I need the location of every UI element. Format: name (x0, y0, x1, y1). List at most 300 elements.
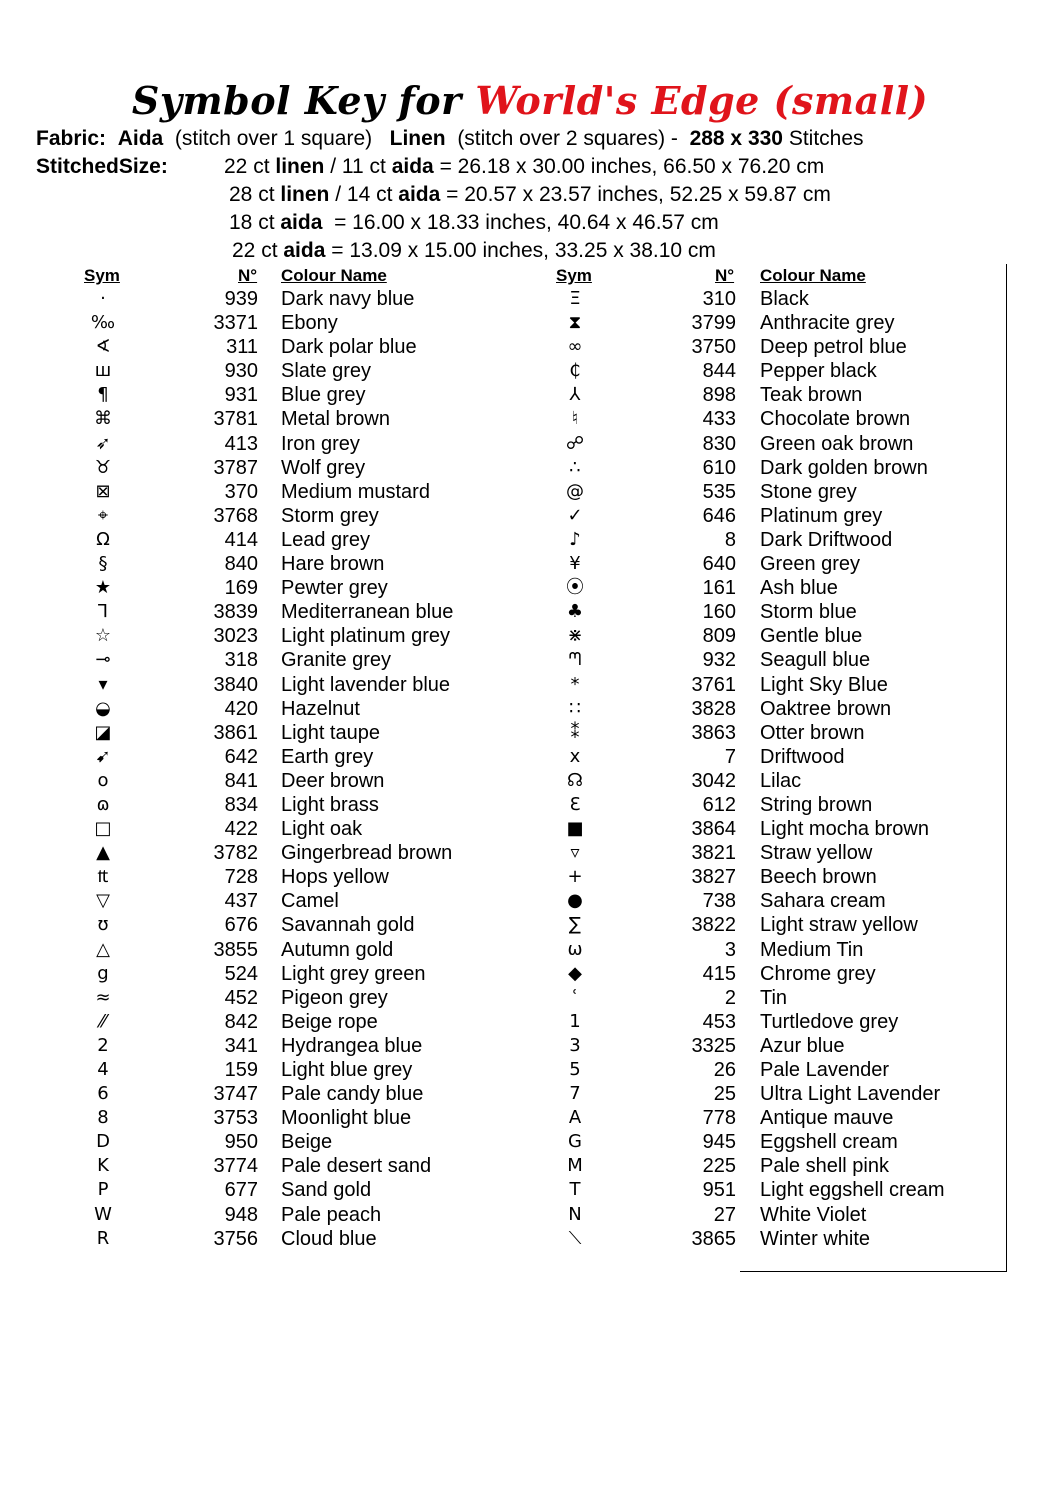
color-number: 3840 (213, 673, 258, 696)
symbol-glyph: ₵ (569, 360, 581, 382)
color-name: Light grey green (281, 962, 426, 985)
symbol-glyph: ☆ (94, 625, 112, 647)
symbol-glyph: ⧗ (568, 312, 582, 334)
color-row (78, 889, 558, 913)
color-number: 844 (702, 360, 736, 383)
color-row (550, 1106, 1030, 1130)
symbol-glyph: R (96, 1227, 110, 1249)
color-row (550, 432, 1030, 456)
symbol-glyph: § (98, 553, 108, 575)
color-number: 341 (224, 1034, 258, 1057)
color-row (550, 407, 1030, 431)
symbol-glyph: 7 (569, 1083, 581, 1105)
size-mid: / 14 ct (329, 183, 399, 206)
color-number: 160 (702, 601, 736, 624)
color-number: 311 (226, 336, 258, 359)
color-name: Seagull blue (760, 649, 871, 672)
color-name: Camel (281, 890, 339, 913)
color-name: Azur blue (760, 1034, 845, 1057)
color-row (550, 913, 1030, 937)
color-row (78, 576, 558, 600)
color-row (78, 1178, 558, 1202)
color-row (78, 311, 558, 335)
size-pre: 18 ct (229, 211, 281, 234)
color-number: 3042 (691, 769, 736, 792)
symbol-glyph: 4 (97, 1059, 109, 1080)
color-name: Green oak brown (760, 432, 914, 455)
color-row (550, 1082, 1030, 1106)
size-post: = 13.09 x 15.00 inches, 33.25 x 38.10 cm (325, 239, 716, 262)
color-number: 939 (224, 288, 258, 310)
symbol-glyph: D (96, 1131, 110, 1153)
symbol-glyph: ⅄ (569, 384, 581, 406)
color-name: Black (760, 288, 809, 310)
color-name: String brown (760, 793, 873, 816)
color-row (550, 745, 1030, 769)
color-row (550, 1178, 1030, 1202)
color-row (550, 1130, 1030, 1154)
symbol-glyph: △ (96, 938, 110, 960)
bottom-border-line (740, 1271, 1007, 1272)
stitched-size-line (229, 183, 831, 207)
symbol-glyph: ∴ (569, 456, 581, 478)
symbol-glyph: 1 (569, 1010, 581, 1032)
size-b1: aida (283, 239, 326, 262)
symbol-glyph: g (97, 962, 109, 984)
color-name: Anthracite grey (760, 312, 895, 335)
color-number: 452 (224, 986, 258, 1009)
color-name: Deer brown (281, 769, 385, 792)
color-number: 950 (224, 1131, 258, 1154)
symbol-glyph: ◆ (568, 962, 582, 984)
color-name: Slate grey (281, 360, 372, 383)
color-name: Light Sky Blue (760, 673, 888, 696)
color-row (550, 576, 1030, 600)
header-num-left: N° (238, 266, 258, 285)
color-name: Driftwood (760, 745, 845, 768)
color-number: 3781 (213, 408, 258, 431)
symbol-glyph: M (567, 1155, 583, 1177)
symbol-glyph: ω (567, 938, 583, 960)
color-name: Dark polar blue (281, 336, 417, 359)
color-row (550, 1203, 1030, 1227)
symbol-glyph: ☍ (565, 432, 585, 454)
color-number: 169 (224, 577, 258, 600)
color-row (78, 1130, 558, 1154)
color-name: Green grey (760, 553, 861, 576)
symbol-glyph: ‰ (90, 312, 116, 334)
color-row (550, 1010, 1030, 1034)
color-number: 3828 (691, 697, 736, 720)
color-name: Storm blue (760, 601, 857, 624)
color-name: Light lavender blue (281, 673, 451, 696)
color-number: 842 (224, 1010, 258, 1033)
color-name: Iron grey (281, 432, 360, 455)
color-number: 3753 (213, 1107, 258, 1130)
size-post: = 16.00 x 18.33 inches, 40.64 x 46.57 cm (322, 211, 719, 234)
color-name: Metal brown (281, 408, 390, 431)
symbol-glyph: 3 (569, 1034, 581, 1056)
color-number: 612 (702, 793, 736, 816)
color-row (550, 697, 1030, 721)
color-name: Light brass (281, 793, 379, 816)
size-post: = 20.57 x 23.57 inches, 52.25 x 59.87 cm (440, 183, 831, 206)
color-row (550, 817, 1030, 841)
color-row (550, 528, 1030, 552)
color-row (550, 938, 1030, 962)
color-name: Dark Driftwood (760, 528, 893, 551)
color-name: Dark golden brown (760, 456, 928, 479)
color-row (78, 1082, 558, 1106)
color-name: Antique mauve (760, 1107, 894, 1130)
color-number: 3023 (213, 625, 258, 648)
color-name: Sand gold (281, 1179, 372, 1202)
color-row (78, 817, 558, 841)
color-row (78, 1154, 558, 1178)
color-number: 3371 (213, 312, 258, 335)
color-row (78, 600, 558, 624)
color-name: Chrome grey (760, 962, 876, 985)
color-name: Tin (760, 986, 788, 1009)
color-number: 27 (713, 1203, 736, 1226)
color-number: 3865 (691, 1227, 736, 1250)
color-row (550, 962, 1030, 986)
symbol-glyph: K (97, 1155, 109, 1177)
color-row (78, 456, 558, 480)
color-number: 453 (702, 1010, 736, 1033)
color-row (78, 1010, 558, 1034)
color-number: 3747 (213, 1083, 258, 1106)
symbol-glyph: ¥ (569, 553, 581, 575)
color-number: 3 (724, 938, 736, 961)
symbol-glyph: ⅂ (97, 601, 109, 623)
symbol-glyph: ∑ (568, 914, 582, 936)
color-row (550, 480, 1030, 504)
symbol-glyph: ◪ (94, 721, 112, 743)
color-name: Blue grey (281, 384, 366, 407)
fabric-aida-note: (stitch over 1 square) (174, 127, 373, 150)
symbol-glyph: ▿ (570, 842, 580, 864)
color-number: 422 (224, 818, 258, 841)
symbol-glyph: @ (566, 480, 584, 502)
symbol-glyph: ☊ (567, 769, 583, 791)
color-name: Hydrangea blue (281, 1034, 423, 1057)
symbol-glyph: ✓ (567, 504, 583, 526)
color-name: Autumn gold (281, 938, 394, 961)
symbol-glyph: N (568, 1203, 582, 1225)
fabric-line (36, 127, 864, 151)
color-number: 3768 (213, 504, 258, 527)
color-row (550, 673, 1030, 697)
color-number: 370 (224, 480, 258, 503)
symbol-glyph: 6 (97, 1083, 109, 1105)
symbol-glyph: ¶ (97, 384, 109, 406)
color-number: 640 (702, 553, 736, 576)
color-name: Beige (281, 1131, 333, 1154)
color-row (550, 1034, 1030, 1058)
color-name: Wolf grey (281, 456, 366, 479)
size-b1: aida (280, 211, 323, 234)
color-name: Pale peach (281, 1203, 382, 1226)
color-name: Chocolate brown (760, 408, 911, 431)
color-row (78, 986, 558, 1010)
color-row (550, 841, 1030, 865)
symbol-glyph: ⊠ (95, 480, 111, 502)
color-name: Gentle blue (760, 625, 863, 648)
color-name: Savannah gold (281, 914, 415, 937)
color-number: 225 (702, 1155, 736, 1178)
color-row (550, 552, 1030, 576)
color-number: 830 (702, 432, 736, 455)
color-name: Light taupe (281, 721, 380, 744)
color-number: 778 (702, 1107, 736, 1130)
symbol-glyph: · (100, 288, 106, 309)
symbol-glyph: ⋇ (567, 625, 583, 647)
color-row (78, 624, 558, 648)
color-row (78, 335, 558, 359)
color-row (550, 986, 1030, 1010)
color-name: Straw yellow (760, 842, 873, 865)
color-number: 3864 (691, 818, 736, 841)
color-name: Beige rope (281, 1010, 378, 1033)
symbol-glyph: ⦿ (566, 577, 584, 599)
header-name-left: Colour Name (281, 266, 387, 285)
header-sym-right: Sym (556, 266, 592, 285)
size-b1: linen (275, 155, 325, 178)
stitched-size-line (232, 239, 716, 263)
color-name: Dark navy blue (281, 288, 415, 310)
color-row (550, 889, 1030, 913)
fabric-aida: Aida (117, 127, 164, 150)
color-row (550, 600, 1030, 624)
symbol-glyph: ⌖ (97, 504, 109, 526)
color-number: 420 (224, 697, 258, 720)
color-row (550, 1154, 1030, 1178)
symbol-glyph: * (570, 673, 580, 695)
color-name: Pewter grey (281, 577, 388, 600)
color-row (78, 962, 558, 986)
color-number: 728 (224, 866, 258, 889)
symbol-glyph: ∢ (95, 336, 111, 358)
color-number: 3822 (691, 914, 736, 937)
color-name: Light platinum grey (281, 625, 450, 648)
symbol-glyph: ◒ (95, 697, 111, 719)
color-name: Light blue grey (281, 1059, 413, 1081)
symbol-glyph: ♮ (571, 408, 579, 430)
color-row (550, 721, 1030, 745)
color-name: Winter white (760, 1227, 871, 1250)
color-number: 3863 (691, 721, 736, 744)
symbol-glyph: o (97, 769, 109, 791)
color-number: 834 (224, 793, 258, 816)
right-color-list (550, 287, 1030, 1251)
symbol-glyph: ⟍ (568, 1227, 582, 1249)
color-number: 3827 (691, 866, 736, 889)
color-row (78, 359, 558, 383)
color-number: 433 (702, 408, 736, 431)
right-border-line (1006, 264, 1007, 1272)
symbol-glyph: ш (94, 360, 112, 382)
color-row (78, 938, 558, 962)
color-number: 3799 (691, 312, 736, 335)
symbol-glyph: ʿ (572, 986, 578, 1008)
color-row (78, 745, 558, 769)
color-name: Mediterranean blue (281, 601, 454, 624)
color-name: Hazelnut (281, 697, 360, 720)
color-name: Granite grey (281, 649, 392, 672)
size-b2: aida (398, 183, 441, 206)
color-row (78, 1203, 558, 1227)
symbol-glyph: ● (567, 890, 583, 912)
symbol-glyph: ➶ (95, 432, 111, 454)
color-row (78, 913, 558, 937)
color-name: White Violet (760, 1203, 867, 1226)
color-name: Hops yellow (281, 866, 389, 889)
color-number: 413 (224, 432, 258, 455)
color-name: Turtledove grey (760, 1010, 899, 1033)
color-number: 642 (224, 745, 258, 768)
color-name: Teak brown (760, 384, 863, 407)
color-number: 3855 (213, 938, 258, 961)
color-row (78, 407, 558, 431)
color-number: 310 (702, 288, 736, 310)
fabric-stitches-label: Stitches (788, 127, 864, 150)
symbol-glyph: ≈ (95, 986, 111, 1008)
symbol-glyph: ⁑ (570, 721, 580, 743)
color-name: Lilac (760, 769, 802, 792)
color-row (78, 841, 558, 865)
color-name: Beech brown (760, 866, 877, 889)
page-title (0, 78, 1060, 123)
color-number: 3821 (691, 842, 736, 865)
title-prefix: Symbol Key for (131, 78, 462, 123)
color-number: 809 (702, 625, 736, 648)
color-number: 3861 (213, 721, 258, 744)
left-color-list (78, 287, 558, 1251)
color-name: Medium Tin (760, 938, 864, 961)
symbol-glyph: ᘉ (568, 649, 582, 671)
color-name: Gingerbread brown (281, 842, 453, 865)
color-number: 3782 (213, 842, 258, 865)
color-name: Pepper black (760, 360, 877, 383)
color-number: 2 (724, 986, 736, 1009)
color-name: Otter brown (760, 721, 865, 744)
color-row (550, 359, 1030, 383)
color-number: 26 (713, 1059, 736, 1081)
color-row (550, 624, 1030, 648)
color-number: 159 (224, 1059, 258, 1081)
color-number: 7 (724, 745, 736, 768)
stitched-size-line (224, 155, 824, 179)
color-number: 3787 (213, 456, 258, 479)
symbol-glyph: ɷ (96, 793, 110, 815)
color-number: 415 (702, 962, 736, 985)
color-row (550, 311, 1030, 335)
color-name: Pale candy blue (281, 1083, 424, 1106)
symbol-glyph: 2 (97, 1034, 109, 1056)
color-name: Pale Lavender (760, 1059, 889, 1081)
symbol-glyph: ➹ (95, 745, 111, 767)
color-name: Platinum grey (760, 504, 883, 527)
color-number: 437 (224, 890, 258, 913)
header-name-right: Colour Name (760, 266, 866, 285)
color-row (550, 793, 1030, 817)
fabric-stitches: 288 x 330 (689, 127, 783, 150)
color-row (78, 648, 558, 672)
size-post: = 26.18 x 30.00 inches, 66.50 x 76.20 cm (433, 155, 825, 178)
color-name: Light mocha brown (760, 818, 929, 841)
symbol-glyph: ♪ (569, 528, 581, 550)
color-number: 948 (224, 1203, 258, 1226)
symbol-glyph: ▲ (96, 842, 110, 864)
symbol-glyph: A (568, 1107, 582, 1129)
color-number: 677 (224, 1179, 258, 1202)
symbol-glyph: P (97, 1179, 109, 1201)
header-sym-left: Sym (84, 266, 120, 285)
size-pre: 28 ct (229, 183, 281, 206)
symbol-glyph: G (568, 1131, 582, 1153)
title-pattern-name: World's Edge (small) (475, 78, 929, 123)
color-row (550, 865, 1030, 889)
color-number: 8 (724, 528, 736, 551)
color-number: 161 (702, 577, 736, 600)
color-name: Pale shell pink (760, 1155, 889, 1178)
color-number: 840 (224, 553, 258, 576)
color-row (78, 1058, 558, 1082)
color-row (78, 769, 558, 793)
fabric-label: Fabric: (36, 127, 107, 150)
color-name: Eggshell cream (760, 1131, 898, 1154)
symbol-glyph: ♉ (94, 456, 112, 478)
color-row (78, 793, 558, 817)
symbol-glyph: T (569, 1179, 581, 1201)
symbol-glyph: + (567, 866, 583, 888)
color-number: 25 (713, 1083, 736, 1106)
symbol-glyph: ∞ (567, 336, 583, 358)
color-number: 841 (224, 769, 258, 792)
symbol-glyph: ■ (566, 818, 584, 840)
color-number: 945 (702, 1131, 736, 1154)
fabric-linen: Linen (389, 127, 446, 150)
symbol-glyph: Ξ (569, 288, 581, 309)
color-number: 676 (224, 914, 258, 937)
color-number: 738 (702, 890, 736, 913)
color-number: 535 (702, 480, 736, 503)
symbol-glyph: ▾ (98, 673, 108, 695)
color-row (78, 1227, 558, 1251)
color-name: Light eggshell cream (760, 1179, 945, 1202)
color-row (78, 1106, 558, 1130)
color-row (78, 673, 558, 697)
color-number: 3761 (691, 673, 736, 696)
stitched-size-label: StitchedSize: (36, 155, 168, 178)
color-row (550, 456, 1030, 480)
color-name: Stone grey (760, 480, 857, 503)
color-number: 3839 (213, 601, 258, 624)
color-row (78, 1034, 558, 1058)
color-name: Medium mustard (281, 480, 430, 503)
color-number: 931 (224, 384, 258, 407)
symbol-glyph: ⌘ (94, 408, 112, 430)
color-row (550, 1058, 1030, 1082)
color-name: Cloud blue (281, 1227, 377, 1250)
symbol-glyph: □ (94, 818, 112, 840)
stitched-size-line (229, 211, 719, 235)
color-name: Ultra Light Lavender (760, 1083, 941, 1106)
symbol-glyph: ▽ (96, 890, 110, 912)
color-number: 951 (702, 1179, 736, 1202)
color-row (78, 697, 558, 721)
